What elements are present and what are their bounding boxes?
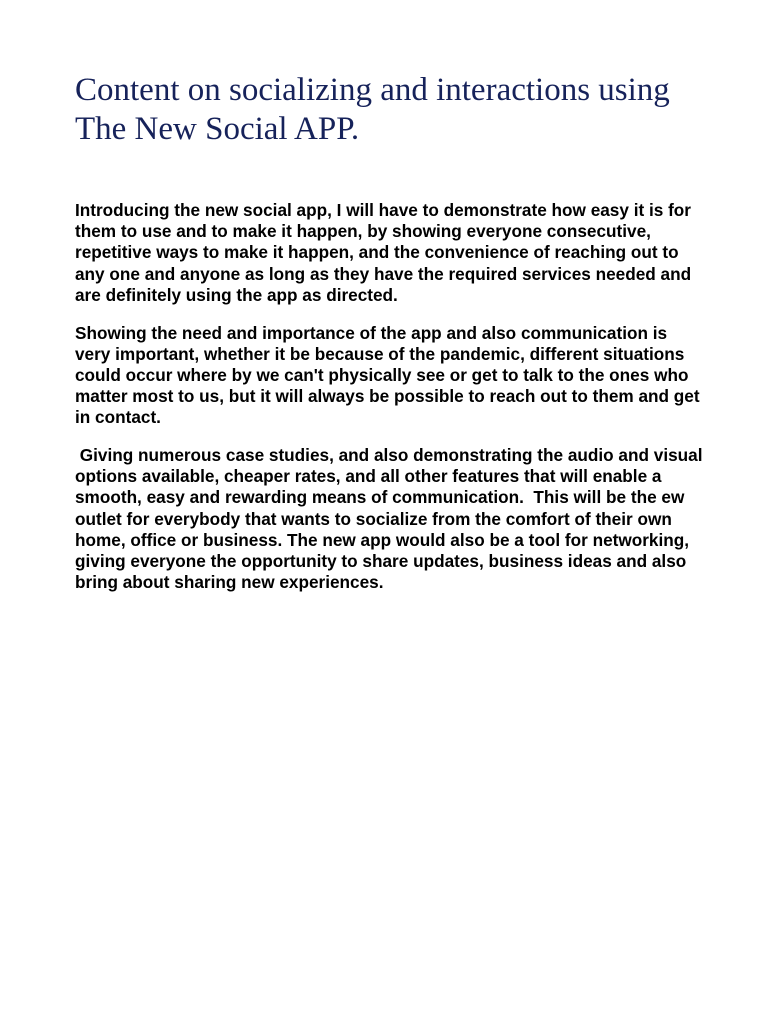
paragraph-features: Giving numerous case studies, and also demonstrating the audio and visual options available, cheaper rates, and all other features that will enable a smooth, easy and rewarding means of communication. This will be the ew outlet for everybody that wants to socialize from the comfort of their own home, office or business. The new app would also be a tool for networking, giving everyone the opportunity to share updates, business ideas and also bring about sharing new experiences. bbox=[75, 445, 708, 593]
document-title: Content on socializing and interactions using The New Social APP. bbox=[75, 72, 670, 147]
document-body bbox=[75, 200, 708, 610]
paragraph-introduction: Introducing the new social app, I will have to demonstrate how easy it is for them to use and to make it happen, by showing everyone consecutive, repetitive ways to make it happen, and the convenience of reaching out to any one and anyone as long as they have the required services needed and are definitely using the app as directed. bbox=[75, 200, 696, 305]
paragraph-importance: Showing the need and importance of the app and also communication is very important, whether it be because of the pandemic, different situations could occur where by we can't physically see or get to talk to the ones who matter most to us, but it will always be possible to reach out to them and get in contact. bbox=[75, 322, 705, 428]
